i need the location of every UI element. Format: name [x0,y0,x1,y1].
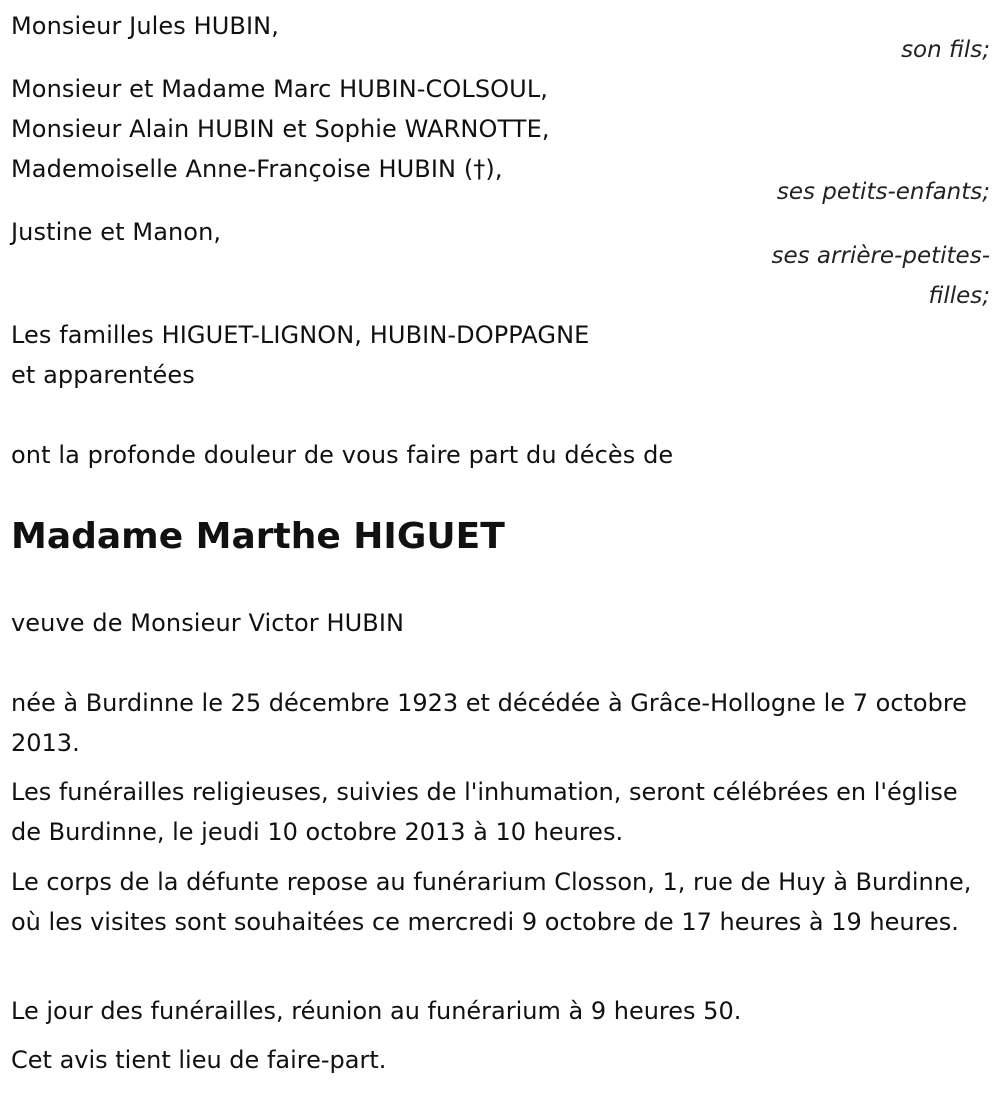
visitation-paragraph: Le corps de la défunte repose au funérarium Closson, 1, rue de Huy à Burdinne, où les visites sont souhaitées ce mercredi 9 octobre de 17 heures à 19 heures. [11,868,972,936]
birth-death-paragraph: née à Burdinne le 25 décembre 1923 et décédée à Grâce-Hollogne le 7 octobre 2013. [11,689,967,757]
grandchild-3: Mademoiselle Anne-Françoise HUBIN (†), [11,155,503,183]
grandchild-2: Monsieur Alain HUBIN et Sophie WARNOTTE, [11,115,550,143]
deceased-name: Madame Marthe HIGUET [11,516,505,557]
families-line1: Les familles HIGUET-LIGNON, HUBIN-DOPPAGNE [11,321,590,349]
families-line2: et apparentées [11,361,195,389]
son-name: Monsieur Jules HUBIN, [11,12,279,40]
notice-paragraph: Cet avis tient lieu de faire-part. [11,1046,387,1074]
son-role: son fils; [901,37,990,63]
grandchildren-role: ses petits-enfants; [776,179,990,205]
widow-of: veuve de Monsieur Victor HUBIN [11,609,405,637]
funeral-paragraph: Les funérailles religieuses, suivies de l'inhumation, seront célébrées en l'église de Burdinne, le jeudi 10 octobre 2013 à 10 heures. [11,778,958,846]
great-grandchildren: Justine et Manon, [11,218,222,246]
great-grandchildren-role-line2: filles; [928,283,990,309]
great-grandchildren-role-line1: ses arrière-petites- [771,243,990,269]
grandchild-1: Monsieur et Madame Marc HUBIN-COLSOUL, [11,75,549,103]
announcement: ont la profonde douleur de vous faire part du décès de [11,441,674,469]
meeting-paragraph: Le jour des funérailles, réunion au funérarium à 9 heures 50. [11,997,742,1025]
